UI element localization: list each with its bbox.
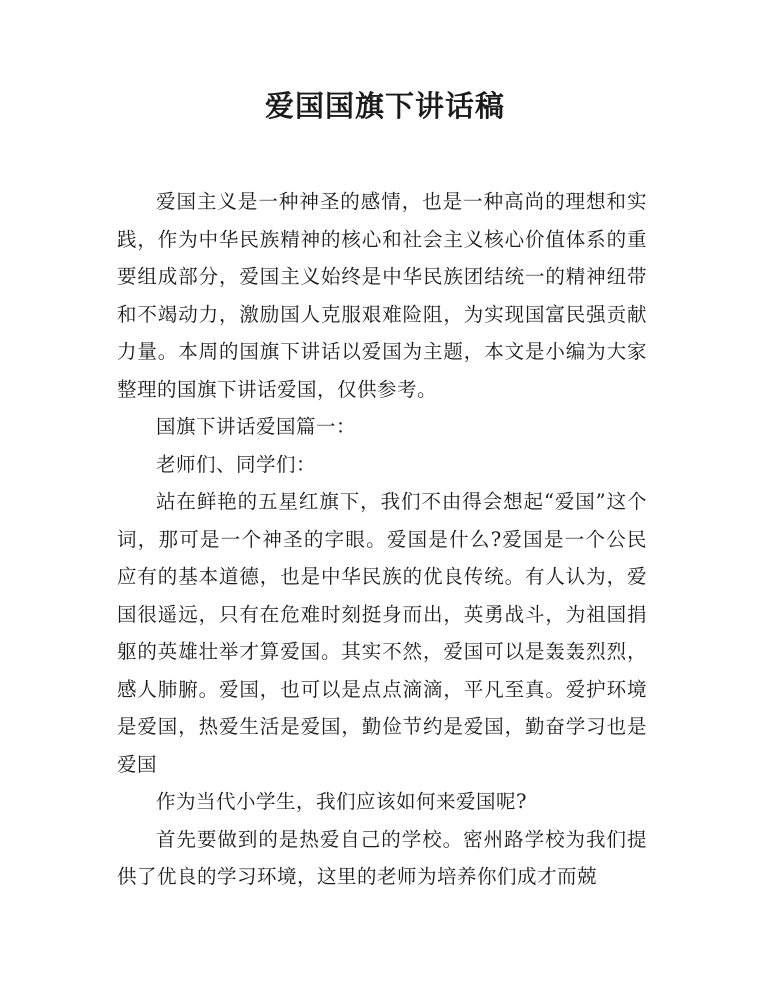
paragraph-body-1: 站在鲜艳的五星红旗下，我们不由得会想起“爱国”这个词，那可是一个神圣的字眼。爱国是什么?爱国是一个公民应有的基本道德，也是中华民族的优良传统。有人认为，爱国很遥远，只有在危难时刻挺身而出，英勇战斗，为祖国捐躯的英雄壮举才算爱国。其实不然，爱国可以是轰轰烈烈，感人肺腑。爱国，也可以是点点滴滴，平凡至真。爱护环境是爱国，热爱生活是爱国，勤俭节约是爱国，勤奋学习也是爱国 [117, 490, 647, 776]
paragraph-body-3: 首先要做到的是热爱自己的学校。密州路学校为我们提供了优良的学习环境，这里的老师为培养你们成才而兢 [117, 827, 647, 888]
paragraph-salutation: 老师们、同学们： [156, 452, 317, 476]
document-title: 爱国国旗下讲话稿 [264, 89, 505, 123]
document-body [117, 183, 647, 896]
paragraph-intro: 爱国主义是一种神圣的感情，也是一种高尚的理想和实践，作为中华民族精神的核心和社会主义核心价值体系的重要组成部分，爱国主义始终是中华民族团结统一的精神纽带和不竭动力，激励国人克服艰难险阻，为实现国富民强贡献力量。本周的国旗下讲话以爱国为主题，本文是小编为大家整理的国旗下讲话爱国，仅供参考。 [117, 190, 647, 401]
paragraph-body-2: 作为当代小学生，我们应该如何来爱国呢? [156, 790, 527, 813]
paragraph-heading: 国旗下讲话爱国篇一： [156, 415, 357, 438]
